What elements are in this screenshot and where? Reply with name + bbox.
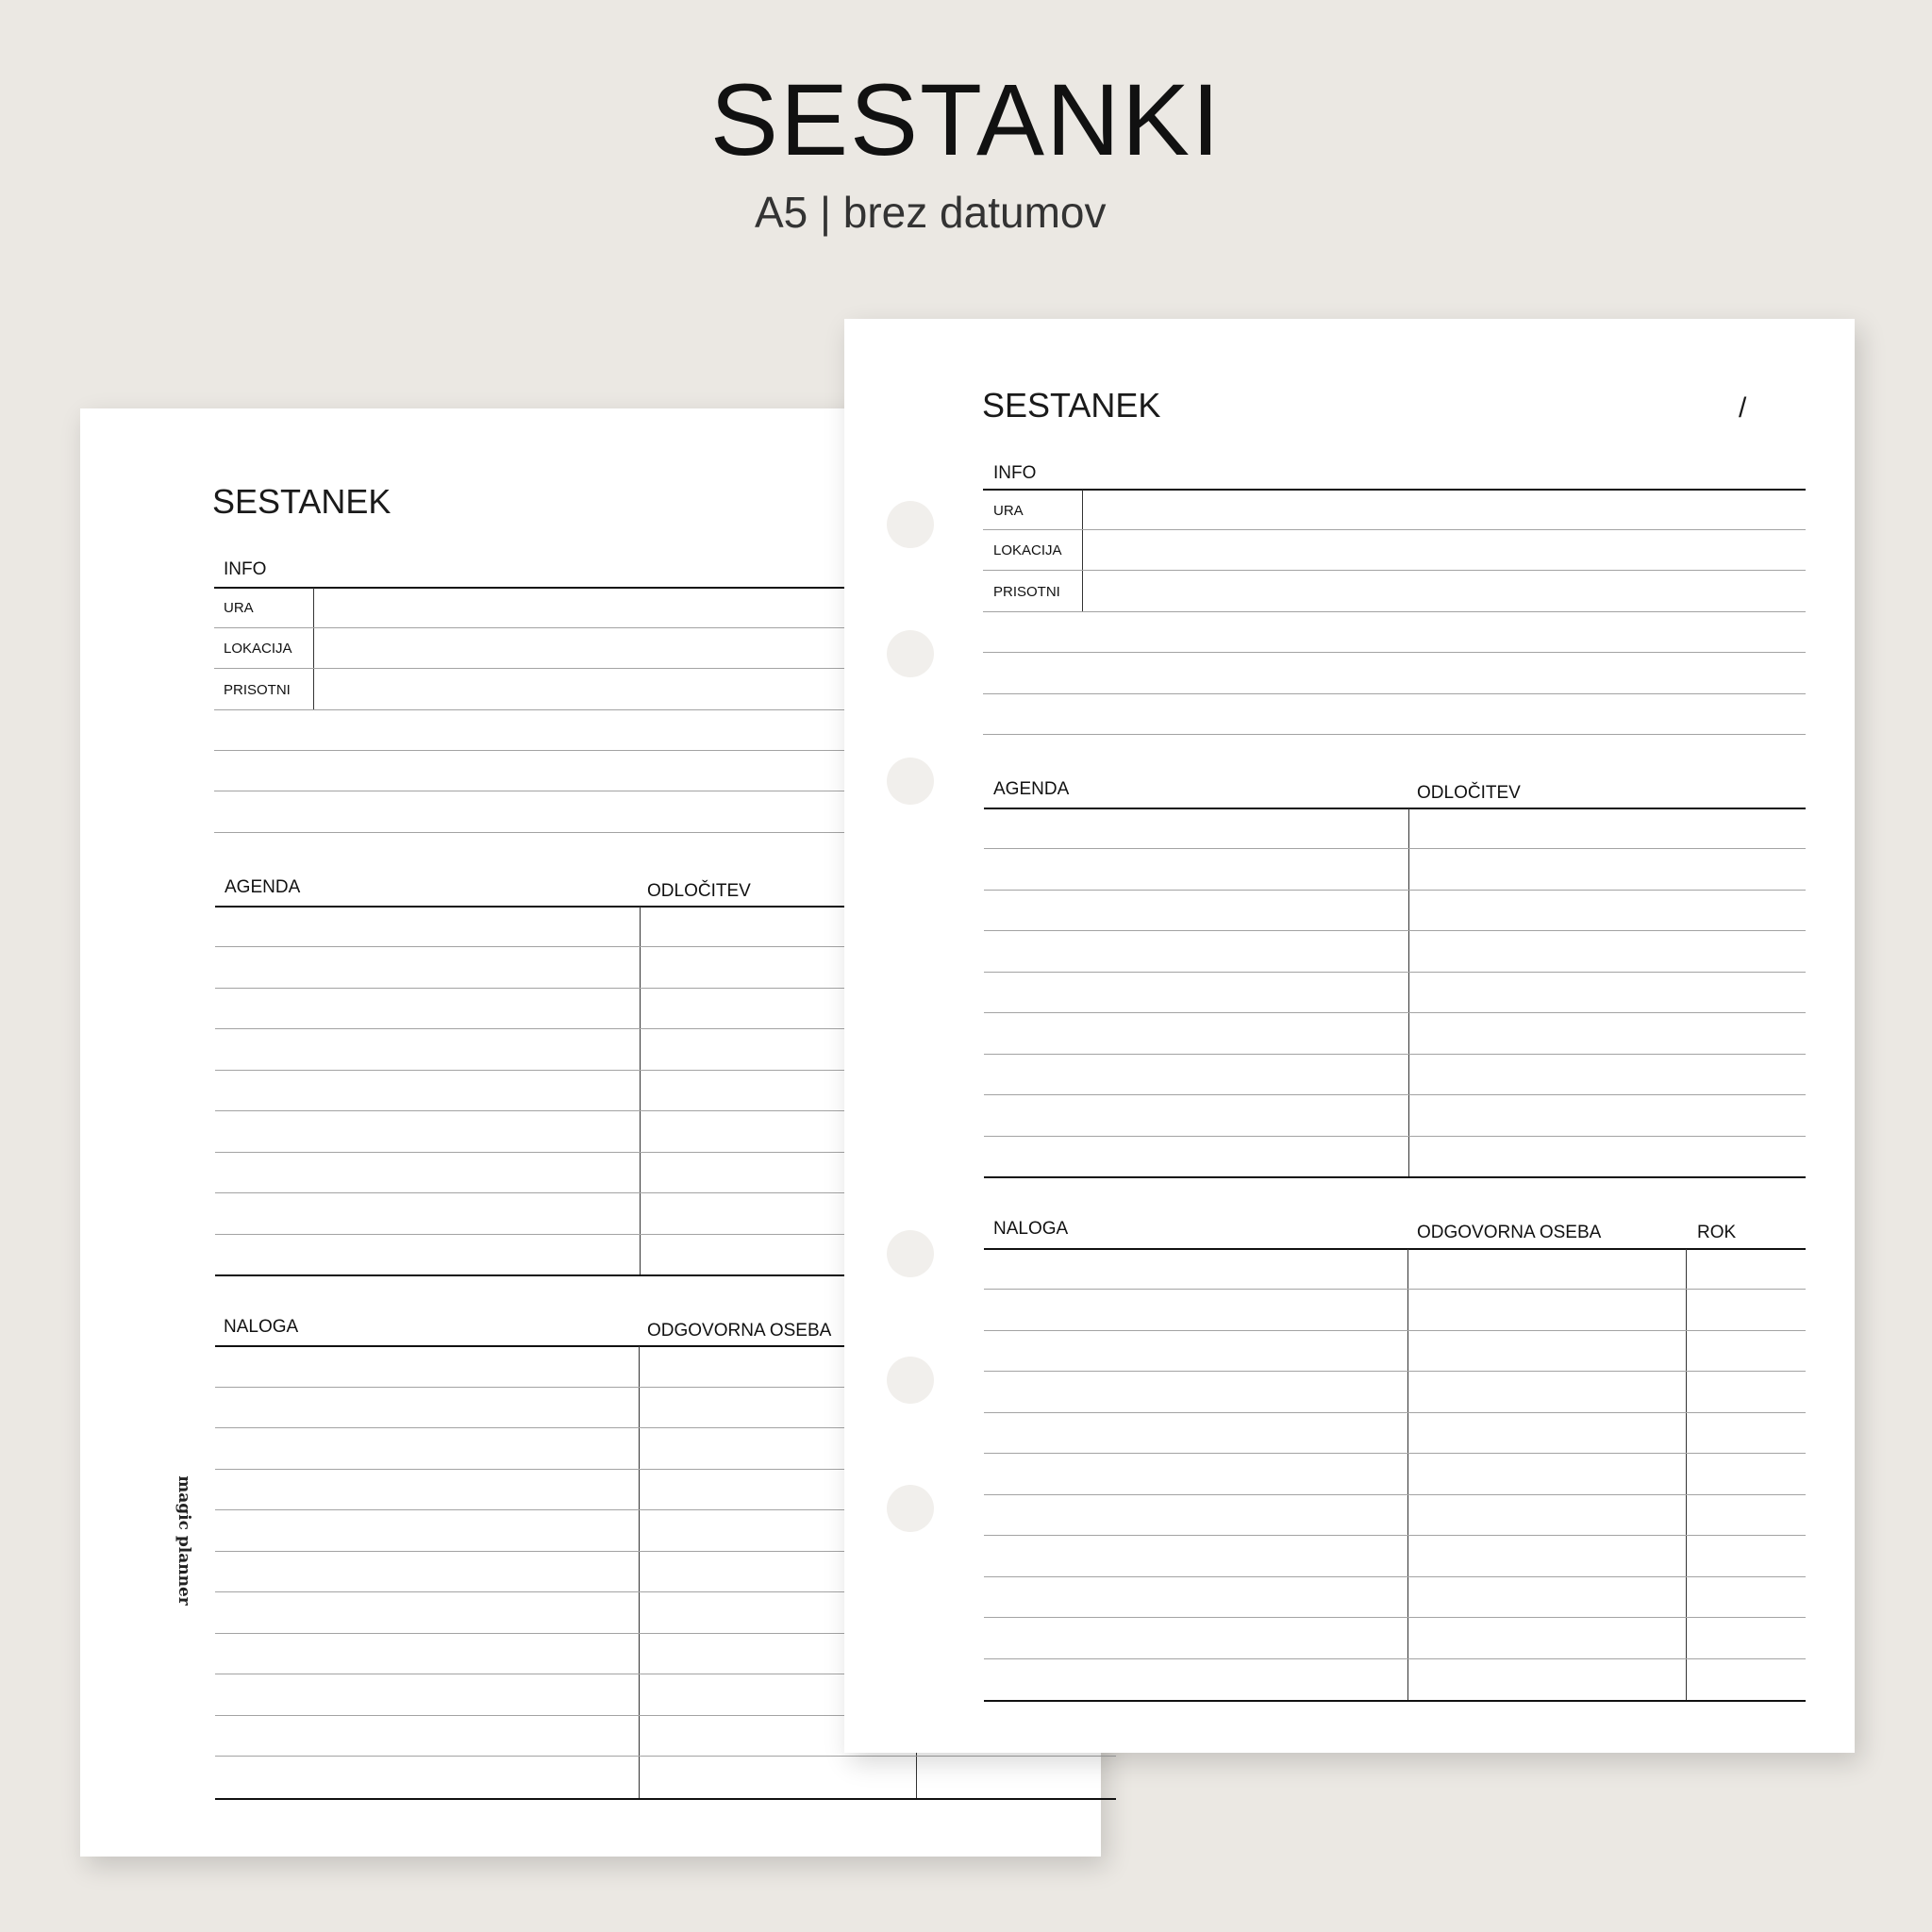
task-divider: [1686, 1249, 1687, 1701]
planner-page-front: [844, 319, 1855, 1753]
info-row-label: LOKACIJA: [224, 641, 292, 657]
info-row-label: PRISOTNI: [224, 682, 291, 698]
decision-heading: ODLOČITEV: [1417, 783, 1521, 803]
hero-title: SESTANKI: [709, 62, 1223, 176]
agenda-divider: [1408, 808, 1409, 1176]
deadline-heading: ROK: [1697, 1223, 1737, 1242]
ruled-line: [984, 1658, 1806, 1659]
task-rule: [984, 1248, 1806, 1250]
brand-logo: magic planner: [175, 1475, 193, 1606]
hero-subtitle: A5 | brez datumov: [755, 188, 1107, 237]
ruled-line: [984, 1453, 1806, 1454]
page-title: SESTANEK: [212, 482, 391, 521]
binder-hole: [887, 1230, 934, 1277]
binder-hole: [887, 630, 934, 677]
ruled-line: [984, 930, 1806, 931]
info-row-label: URA: [993, 503, 1024, 519]
ruled-line: [983, 611, 1806, 612]
agenda-bottom-rule: [984, 1176, 1806, 1178]
ruled-line: [984, 1576, 1806, 1577]
info-rule: [983, 489, 1806, 491]
ruled-line: [983, 570, 1806, 571]
agenda-rule: [984, 808, 1806, 809]
binder-hole: [887, 1485, 934, 1532]
info-heading: INFO: [993, 463, 1037, 483]
info-divider: [1082, 490, 1083, 611]
task-bottom-rule: [215, 1798, 1116, 1800]
ruled-line: [984, 1494, 1806, 1495]
ruled-line: [984, 1617, 1806, 1618]
info-heading: INFO: [224, 559, 267, 579]
ruled-line: [984, 1054, 1806, 1055]
agenda-divider: [640, 907, 641, 1274]
ruled-line: [983, 734, 1806, 735]
ruled-line: [983, 693, 1806, 694]
task-divider: [1407, 1249, 1408, 1701]
ruled-line: [984, 1535, 1806, 1536]
binder-hole: [887, 501, 934, 548]
ruled-line: [984, 1289, 1806, 1290]
agenda-heading: AGENDA: [993, 779, 1070, 799]
ruled-line: [984, 972, 1806, 973]
ruled-line: [984, 1136, 1806, 1137]
page-title: SESTANEK: [982, 386, 1161, 425]
info-divider: [313, 588, 314, 709]
ruled-line: [984, 890, 1806, 891]
ruled-line: [984, 1371, 1806, 1372]
ruled-line: [984, 1094, 1806, 1095]
ruled-line: [983, 652, 1806, 653]
info-row-label: URA: [224, 600, 254, 616]
date-separator: /: [1739, 392, 1747, 424]
binder-hole: [887, 758, 934, 805]
ruled-line: [984, 1012, 1806, 1013]
task-bottom-rule: [984, 1700, 1806, 1702]
owner-heading: ODGOVORNA OSEBA: [1417, 1223, 1602, 1242]
ruled-line: [983, 529, 1806, 530]
task-divider: [639, 1346, 640, 1799]
agenda-heading: AGENDA: [225, 877, 301, 897]
task-heading: NALOGA: [224, 1317, 299, 1337]
binder-hole: [887, 1357, 934, 1404]
ruled-line: [984, 848, 1806, 849]
task-heading: NALOGA: [993, 1219, 1069, 1239]
owner-heading: ODGOVORNA OSEBA: [647, 1321, 832, 1341]
ruled-line: [215, 1756, 1116, 1757]
info-row-label: LOKACIJA: [993, 542, 1062, 558]
info-row-label: PRISOTNI: [993, 584, 1060, 600]
ruled-line: [984, 1330, 1806, 1331]
ruled-line: [984, 1412, 1806, 1413]
decision-heading: ODLOČITEV: [647, 881, 751, 901]
